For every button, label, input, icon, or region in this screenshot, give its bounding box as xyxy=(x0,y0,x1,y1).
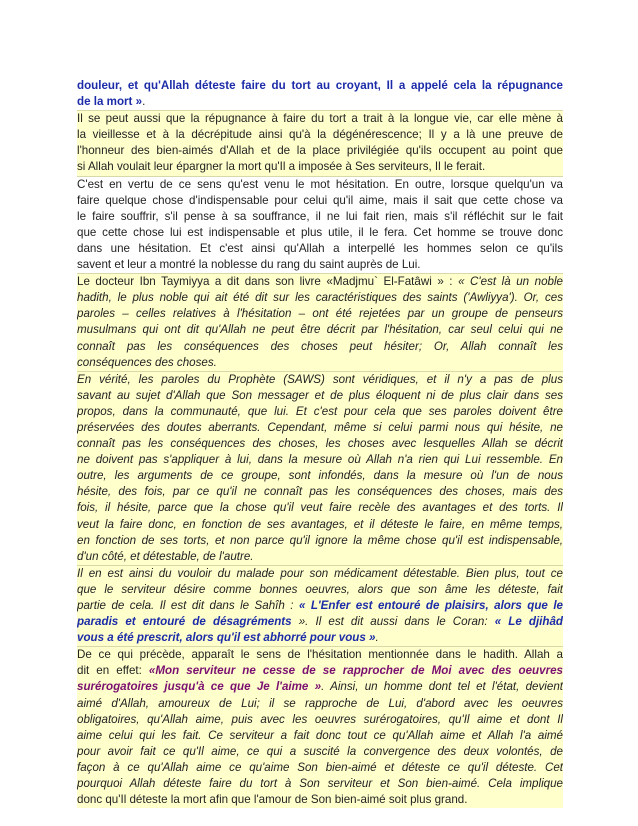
paragraph-p6 xyxy=(77,565,563,646)
text-span: donc qu'Il déteste la mort afin que l'amour de Son bien-aimé soit plus grand. xyxy=(77,793,468,807)
text-line xyxy=(77,744,563,760)
text-span: dans une hésitation. Et c'est ainsi qu'Allah a interpellé les hommes selon ce qu'ils xyxy=(77,241,563,255)
text-line xyxy=(77,647,563,663)
text-span: faire quelque chose d'indispensable pour celui qu'il aime, mais il sait que cette chose va xyxy=(77,193,563,207)
text-span: hadith, le plus noble qui ait été dit sur les caractéristiques des saints ('Awliyya'). Or, ces xyxy=(77,291,563,305)
text-span: propos, dans la communauté, que lui. Et c'est pour cela que ses paroles doivent être xyxy=(77,404,563,418)
text-span: . xyxy=(375,631,379,645)
text-span: aimé d'Allah, amoureux de Lui; il se rapproche de Lui, d'abord avec les oeuvres xyxy=(77,696,563,710)
text-span: façon à ce qu'Allah aime ce qu'aime Son bien-aimé et déteste ce qu'il déteste. Cet xyxy=(77,760,563,774)
text-span: dit en effet: xyxy=(77,664,149,678)
text-span: outre, les arguments de ce groupe, sont infondés, dans la mesure où l'un de nous xyxy=(77,469,563,483)
text-span: obligatoires, qu'Allah aime, puis avec les oeuvres surérogatoires, qu'Il aime et dont Il xyxy=(77,712,563,726)
paragraph-p2 xyxy=(77,110,563,175)
text-span: préservées des doutes aberrants. Cependant, même si celui parmi nous qui hésite, ne xyxy=(77,420,563,434)
text-line xyxy=(77,792,563,808)
text-line xyxy=(77,209,563,225)
text-span: De ce qui précède, apparaît le sens de l'hésitation mentionnée dans le hadith. Allah a xyxy=(77,648,563,662)
text-line xyxy=(77,355,563,371)
text-span: En vérité, les paroles du Prophète (SAWS) sont véridiques, et il n'y a pas de plus xyxy=(77,372,563,386)
paragraph-p7 xyxy=(77,646,563,808)
text-span: paradis et entouré de désagréments xyxy=(77,615,292,629)
text-span: de la mort » xyxy=(77,95,143,109)
text-span: ne doivent pas s'appliquer à lui, dans la mesure où Allah n'a rien qui Lui ressemble. En xyxy=(77,453,563,467)
text-line xyxy=(77,420,563,436)
text-span: hésite, des fois, par ce qu'il ne connaît pas les conséquences des choses, mais des xyxy=(77,485,563,499)
text-line xyxy=(77,339,563,355)
text-span: Il se peut aussi que la répugnance à faire du tort a trait à la longue vie, car elle mène à xyxy=(77,112,563,126)
text-line xyxy=(77,728,563,744)
text-span: Le docteur Ibn Taymiyya a dit dans son livre «Madjmu` El-Fatâwi » : xyxy=(77,275,459,289)
text-line xyxy=(77,533,563,549)
text-span: « L'Enfer est entouré de plaisirs, alors que le xyxy=(298,599,563,612)
text-line xyxy=(77,712,563,728)
text-span: ». Il est dit aussi dans le Coran: xyxy=(291,615,495,629)
text-line xyxy=(77,143,563,159)
text-span: partie de cela. Il est dit dans le Sahîh : xyxy=(77,599,299,612)
text-span: paroles – celles relatives à l'hésitation – ont été rejetées par un groupe de penseurs xyxy=(77,307,563,321)
text-span: que cette chose lui est indispensable et plus utile, il le fera. Cet homme se trouve donc xyxy=(77,225,563,239)
paragraph-p4 xyxy=(77,273,563,371)
text-line xyxy=(77,322,563,338)
document-page xyxy=(77,78,563,808)
text-line xyxy=(77,500,563,516)
text-line xyxy=(77,598,563,614)
text-line xyxy=(77,404,563,420)
text-line xyxy=(77,177,563,193)
text-span: en fonction de ses torts, et non parce qu'il ignore la même chose qu'il est indispensable, xyxy=(77,533,563,547)
text-line xyxy=(77,111,563,127)
text-span: pourquoi Allah déteste faire du tort à Son serviteur et Son bien-aimé. Cela implique xyxy=(77,777,563,791)
text-line xyxy=(77,566,563,582)
text-line xyxy=(77,241,563,257)
text-span: veut la faire donc, en fonction de ses avantages, et il déteste le faire, en même temps, xyxy=(77,517,563,531)
text-span: . Ainsi, un homme dont tel et l'état, devient xyxy=(321,680,563,694)
text-line xyxy=(77,274,563,290)
text-span: « C'est là un noble xyxy=(458,275,563,289)
text-line xyxy=(77,290,563,306)
text-line xyxy=(77,696,563,712)
text-span: Il en est ainsi du vouloir du malade pour son médicament détestable. Bien plus, tout ce xyxy=(77,566,563,580)
text-line xyxy=(77,630,563,646)
text-span: connaît pas les conséquences des choses peut hésiter; Or, Allah connaît les xyxy=(77,339,563,353)
text-line xyxy=(77,679,563,695)
text-span: « Le djihâd xyxy=(494,615,563,629)
text-span: «Mon serviteur ne cesse de se rapprocher de Moi avec des oeuvres xyxy=(148,664,563,678)
text-line xyxy=(77,388,563,404)
text-line xyxy=(77,760,563,776)
text-line xyxy=(77,452,563,468)
text-line xyxy=(77,517,563,533)
text-line xyxy=(77,663,563,679)
text-span: aime celui qui les fait. Ce serviteur a fait donc tout ce qu'Allah aime et Allah l'a aimé xyxy=(77,728,563,742)
text-line xyxy=(77,78,563,94)
text-span: conséquences des choses. xyxy=(77,355,217,369)
text-line xyxy=(77,225,563,241)
text-line xyxy=(77,582,563,598)
paragraph-p5 xyxy=(77,371,563,565)
text-line xyxy=(77,776,563,792)
text-span: la vieillesse et à la décrépitude ainsi qu'à la dégénérescence; Il y a là une preuve de xyxy=(77,128,563,142)
text-span: pour avoir fait ce qu'Il aime, ce qui a suscité la convergence des deux volontés, de xyxy=(77,744,563,758)
text-line xyxy=(77,257,563,273)
paragraph-p1 xyxy=(77,78,563,110)
text-span: surérogatoires jusqu'à ce que Je l'aime » xyxy=(77,680,322,694)
text-line xyxy=(77,436,563,452)
text-span: douleur, et qu'Allah déteste faire du tort au croyant, Il a appelé cela la répugnance xyxy=(77,79,563,92)
text-span: musulmans qui ont dit qu'Allah ne peut être décrit par l'hésitation, car seul celui qui ne xyxy=(77,323,563,337)
text-span: d'un côté, et détestable, de l'autre. xyxy=(77,549,254,563)
text-line xyxy=(77,468,563,484)
text-span: que le serviteur désire comme bonnes oeuvres, alors que son âme les déteste, fait xyxy=(77,582,563,596)
text-span: fois, il hésite, parce que la chose qu'il veut faire recèle des avantages et des torts. Il xyxy=(77,501,563,515)
text-line xyxy=(77,614,563,630)
text-line xyxy=(77,372,563,388)
text-line xyxy=(77,94,563,110)
text-span: le faire souffrir, s'il pense à sa souffrance, il ne lui fait rien, mais s'il réfléchit sur le fait xyxy=(77,209,563,223)
text-span: l'honneur des bien-aimés d'Allah et de la place privilégiée qu'ils occupent au point que xyxy=(77,144,563,158)
text-span: savent et leur a montré la noblesse du rang du saint auprès de Lui. xyxy=(77,258,421,272)
text-span: C'est en vertu de ce sens qu'est venu le mot hésitation. En outre, lorsque quelqu'un va xyxy=(77,177,563,191)
text-line xyxy=(77,484,563,500)
text-line xyxy=(77,306,563,322)
text-line xyxy=(77,193,563,209)
text-span: si Allah voulait leur épargner la mort qu'Il a imposée à Ses serviteurs, Il le ferait. xyxy=(77,160,486,174)
text-line xyxy=(77,127,563,143)
text-span: . xyxy=(142,95,146,109)
text-line xyxy=(77,159,563,175)
text-span: savant au sujet d'Allah que Son messager et de plus éloquent ni de plus clair dans ses xyxy=(77,388,563,402)
paragraph-p3 xyxy=(77,176,563,274)
text-span: vous a été prescrit, alors qu'il est abhorré pour vous » xyxy=(77,631,376,645)
text-span: connaît pas les conséquences des choses, les choses avec lesquelles Allah se décrit xyxy=(77,437,563,451)
text-line xyxy=(77,549,563,565)
